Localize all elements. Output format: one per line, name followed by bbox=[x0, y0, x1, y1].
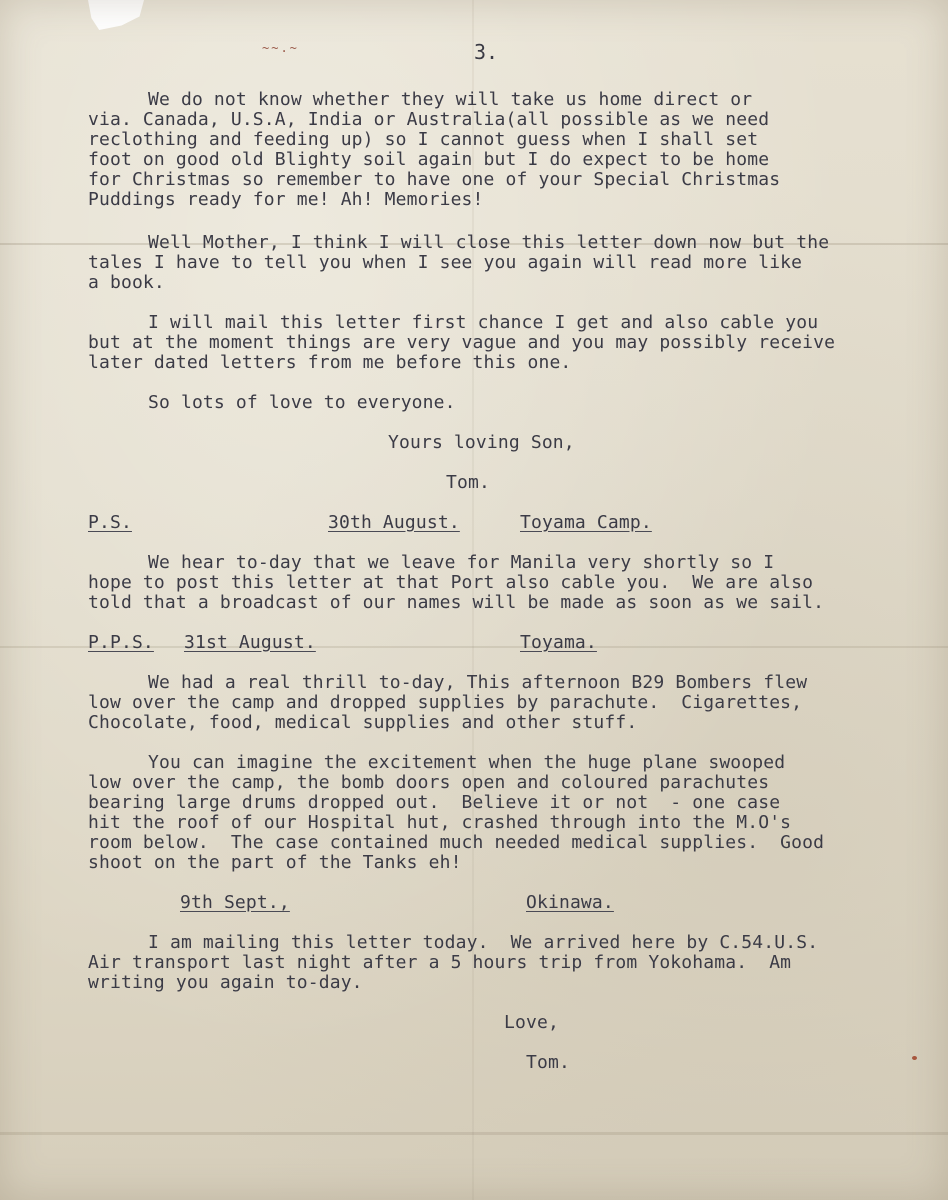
paragraph-1-line: Puddings ready for me! Ah! Memories! bbox=[88, 189, 484, 210]
paragraph-1-line: We do not know whether they will take us home direct or bbox=[148, 89, 753, 110]
ps-place: Toyama Camp. bbox=[520, 512, 652, 533]
paragraph-1-line: via. Canada, U.S.A, India or Australia(all possible as we need bbox=[88, 109, 770, 130]
rust-stain bbox=[912, 1056, 917, 1060]
pps-body-line: hit the roof of our Hospital hut, crashed through into the M.O's bbox=[88, 812, 792, 833]
pps-place: Toyama. bbox=[520, 632, 597, 653]
pps-body-line: We had a real thrill to-day, This afternoon B29 Bombers flew bbox=[148, 672, 808, 693]
pps-body-line: room below. The case contained much needed medical supplies. Good bbox=[88, 832, 825, 853]
pps-body-line: bearing large drums dropped out. Believe it or not - one case bbox=[88, 792, 781, 813]
ps-body-line: We hear to-day that we leave for Manila very shortly so I bbox=[148, 552, 775, 573]
closing-line: So lots of love to everyone. bbox=[148, 392, 456, 413]
signature: Tom. bbox=[446, 472, 490, 493]
pps-body-line: low over the camp, the bomb doors open and coloured parachutes bbox=[88, 772, 770, 793]
pps-body-line: Chocolate, food, medical supplies and other stuff. bbox=[88, 712, 638, 733]
torn-corner bbox=[88, 0, 144, 30]
pps-date: 31st August. bbox=[184, 632, 316, 653]
paragraph-1-line: for Christmas so remember to have one of your Special Christmas bbox=[88, 169, 781, 190]
ps-body-line: hope to post this letter at that Port also cable you. We are also bbox=[88, 572, 814, 593]
final-signoff: Love, bbox=[504, 1012, 559, 1033]
pps-body-line: You can imagine the excitement when the huge plane swooped bbox=[148, 752, 786, 773]
pps-label: P.P.S. bbox=[88, 632, 154, 653]
ps-body-line: told that a broadcast of our names will be made as soon as we sail. bbox=[88, 592, 825, 613]
final-place: Okinawa. bbox=[526, 892, 614, 913]
final-body-line: writing you again to-day. bbox=[88, 972, 363, 993]
page-number: 3. bbox=[474, 40, 499, 64]
final-signature: Tom. bbox=[526, 1052, 570, 1073]
final-body-line: I am mailing this letter today. We arrived here by C.54.U.S. bbox=[148, 932, 819, 953]
fold-crease-lower bbox=[0, 1132, 948, 1135]
paragraph-3-line: later dated letters from me before this one. bbox=[88, 352, 572, 373]
final-date: 9th Sept., bbox=[180, 892, 290, 913]
ink-mark: ~~.~ bbox=[262, 41, 299, 55]
paragraph-1-line: foot on good old Blighty soil again but I do expect to be home bbox=[88, 149, 770, 170]
paragraph-1-line: reclothing and feeding up) so I cannot guess when I shall set bbox=[88, 129, 759, 150]
ps-date: 30th August. bbox=[328, 512, 460, 533]
paragraph-2-line: Well Mother, I think I will close this letter down now but the bbox=[148, 232, 830, 253]
pps-body-line: shoot on the part of the Tanks eh! bbox=[88, 852, 462, 873]
pps-body-line: low over the camp and dropped supplies by parachute. Cigarettes, bbox=[88, 692, 803, 713]
paragraph-2-line: tales I have to tell you when I see you again will read more like bbox=[88, 252, 803, 273]
paragraph-3-line: but at the moment things are very vague and you may possibly receive bbox=[88, 332, 836, 353]
final-body-line: Air transport last night after a 5 hours trip from Yokohama. Am bbox=[88, 952, 792, 973]
paragraph-3-line: I will mail this letter first chance I get and also cable you bbox=[148, 312, 819, 333]
signoff: Yours loving Son, bbox=[388, 432, 575, 453]
ps-label: P.S. bbox=[88, 512, 132, 533]
paragraph-2-line: a book. bbox=[88, 272, 165, 293]
